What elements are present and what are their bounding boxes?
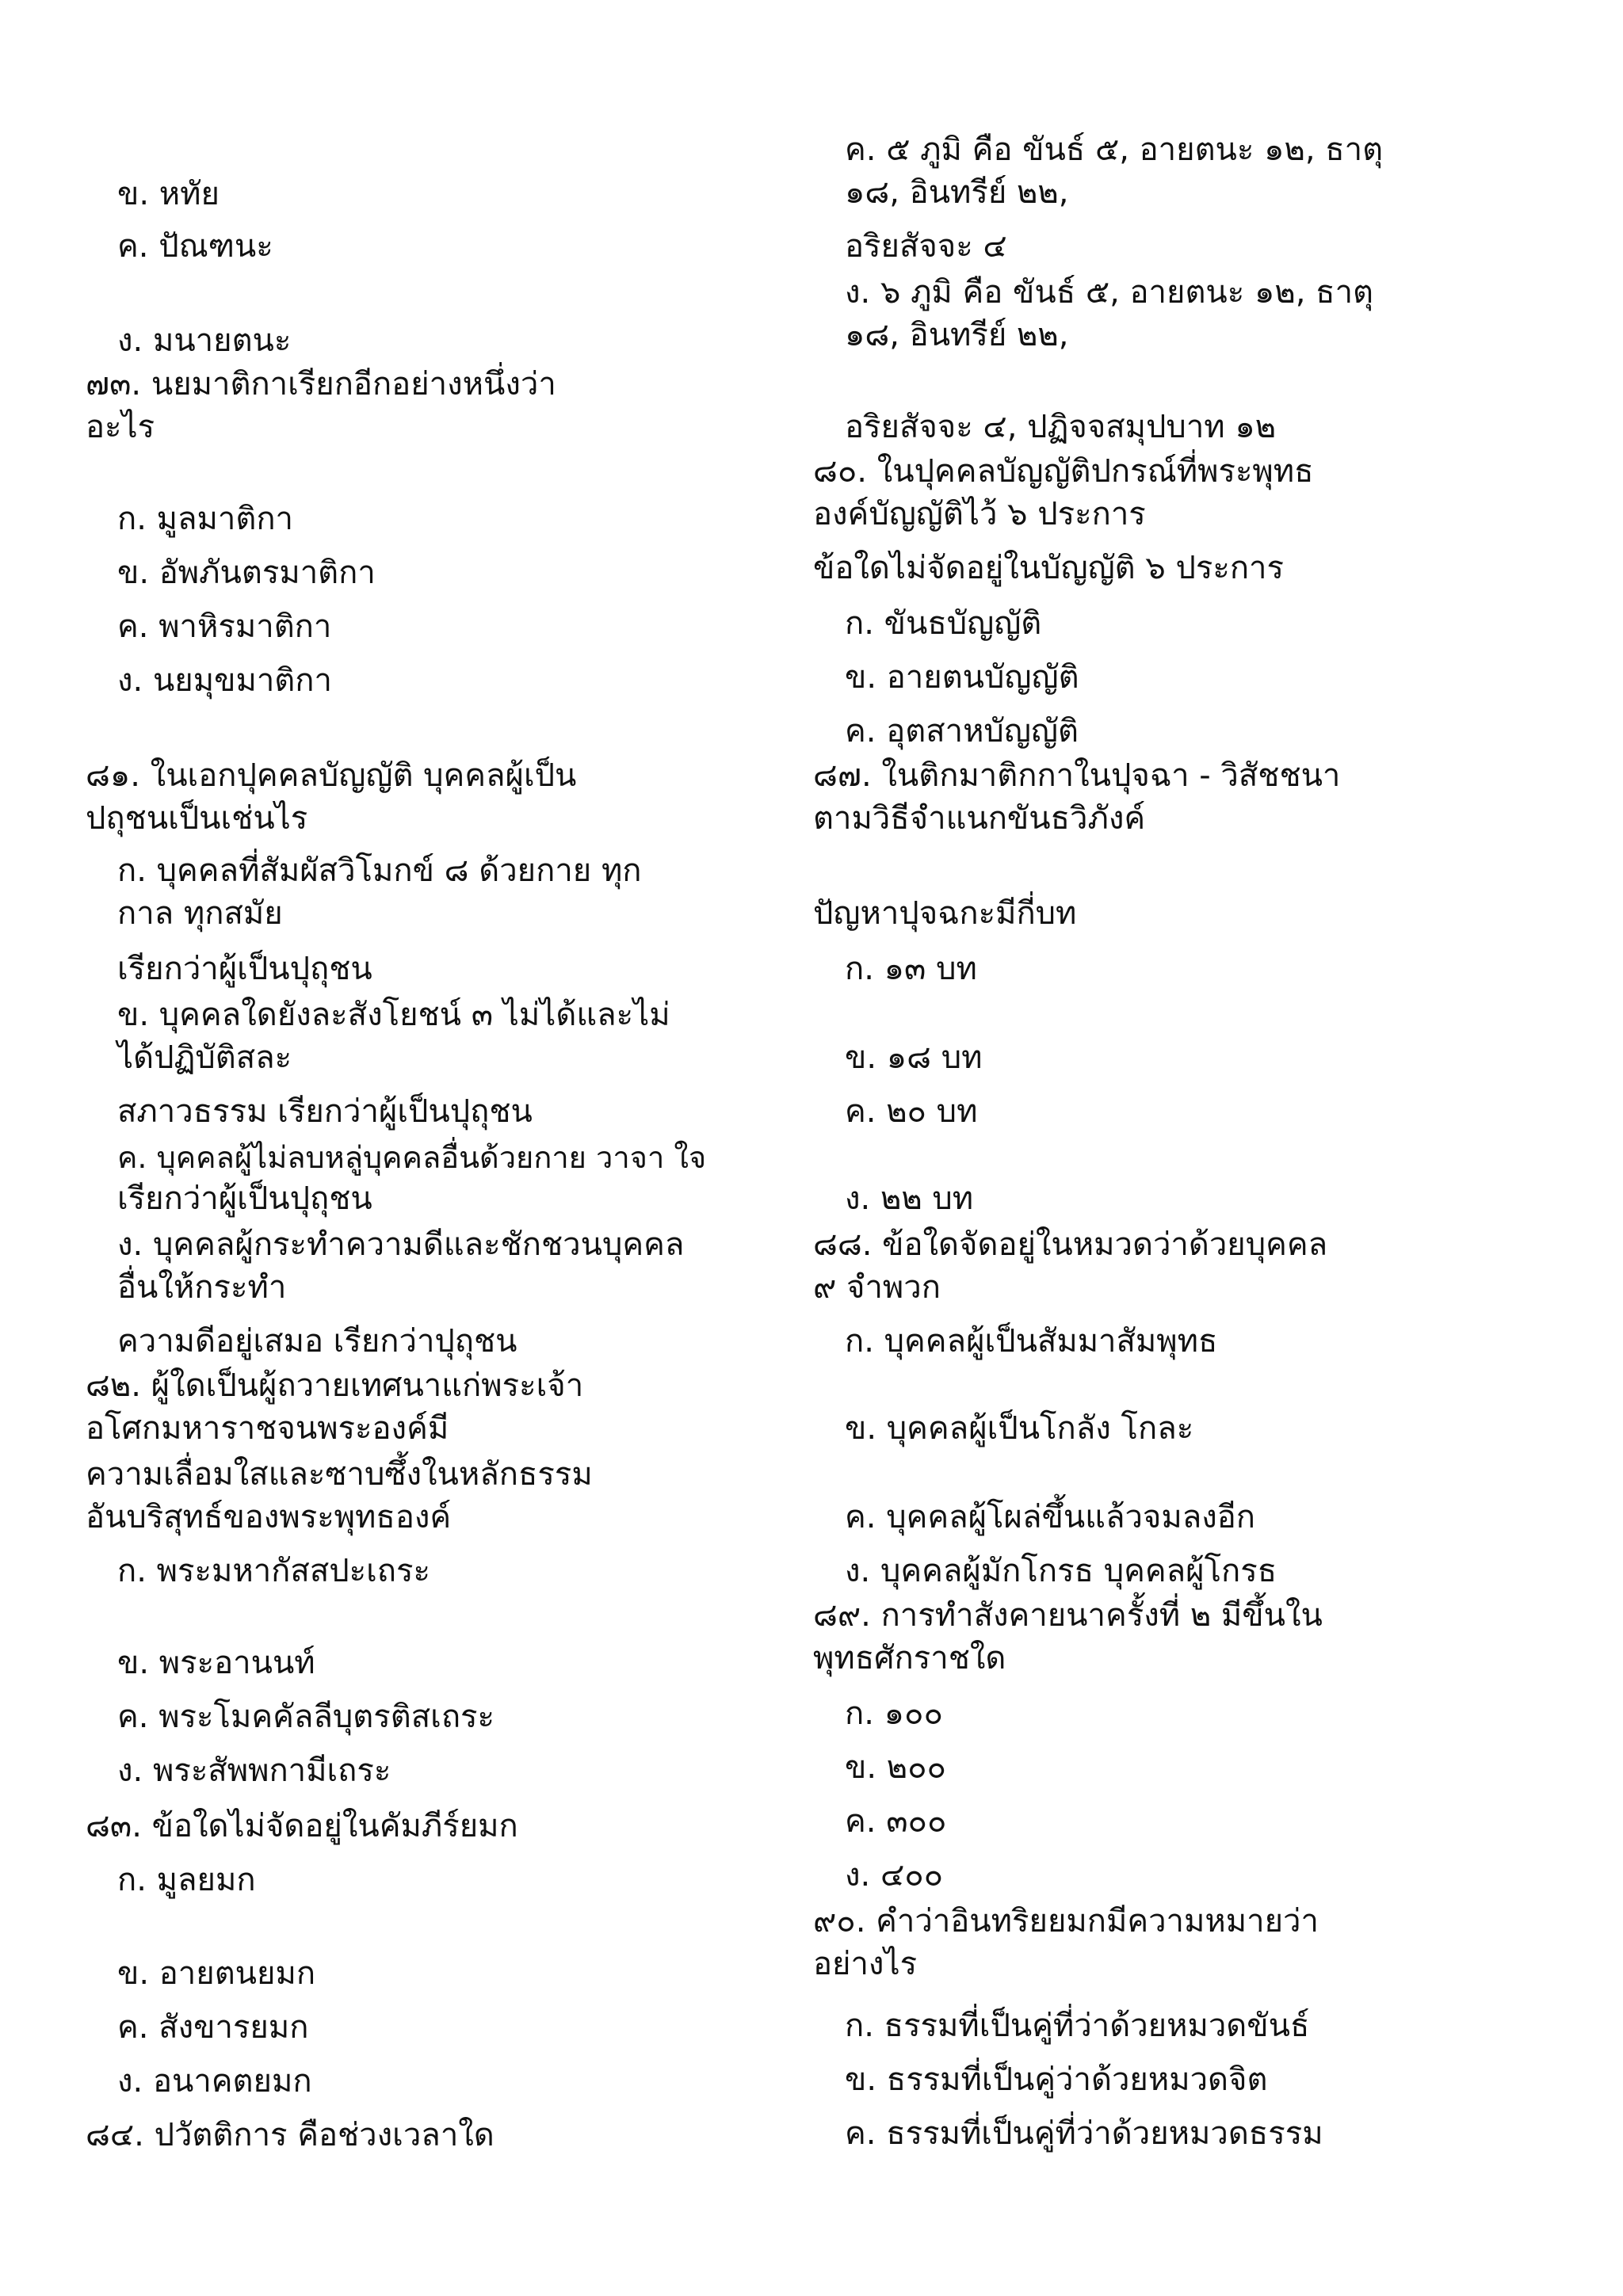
choice-line: ก. ๑๐๐	[845, 1695, 943, 1732]
choice-line: ข. บุคคลใดยังละสังโยชน์ ๓ ไม่ได้และไม่	[117, 997, 670, 1033]
choice-line: อริยสัจจะ ๔	[845, 228, 1007, 265]
choice-line: ก. มูลมาติกา	[117, 501, 294, 537]
choice-line: ง. ๒๒ บท	[845, 1180, 974, 1217]
question-line: ๙๐. คำว่าอินทริยยมกมีความหมายว่า	[813, 1903, 1319, 1939]
choice-line: ค. บุคคลผู้ไม่ลบหลู่บุคคลอื่นด้วยกาย วาจา ใจ	[117, 1140, 707, 1175]
choice-line: เรียกว่าผู้เป็นปุถุชน	[117, 1180, 372, 1217]
choice-line: ง. มนายตนะ	[117, 322, 292, 359]
left-column	[86, 0, 799, 2296]
choice-line: ง. ๖ ภูมิ คือ ขันธ์ ๕, อายตนะ ๑๒, ธาตุ	[845, 274, 1374, 311]
question-line: ๗๓. นยมาติกาเรียกอีกอย่างหนึ่งว่า	[86, 366, 556, 402]
question-line: ๘๑. ในเอกปุคคลบัญญัติ บุคคลผู้เป็น	[86, 757, 577, 794]
choice-line: ก. ขันธบัญญัติ	[845, 605, 1042, 642]
question-line: ปถุชนเป็นเช่นไร	[86, 800, 308, 837]
question-line: ๘๘. ข้อใดจัดอยู่ในหมวดว่าด้วยบุคคล	[813, 1226, 1328, 1263]
choice-line: อริยสัจจะ ๔, ปฏิจจสมุปบาท ๑๒	[845, 409, 1277, 445]
choice-line: เรียกว่าผู้เป็นปุถุชน	[117, 951, 372, 987]
choice-line: ข. บุคคลผู้เป็นโกลัง โกละ	[845, 1410, 1194, 1447]
question-line: พุทธศักราชใด	[813, 1640, 1006, 1676]
question-line: ๘๐. ในปุคคลบัญญัติปกรณ์ที่พระพุทธ	[813, 453, 1314, 490]
choice-line: ๑๘, อินทรีย์ ๒๒,	[845, 317, 1069, 353]
choice-line: ก. มูลยมก	[117, 1862, 256, 1898]
choice-line: ก. บุคคลที่สัมผัสวิโมกข์ ๘ ด้วยกาย ทุก	[117, 852, 642, 889]
question-line: อะไร	[86, 409, 155, 445]
choice-line: ค. พระโมคคัลลีบุตรติสเถระ	[117, 1699, 495, 1735]
question-line: อันบริสุทธ์ของพระพุทธองค์	[86, 1499, 452, 1535]
choice-line: ค. ๓๐๐	[845, 1803, 947, 1840]
choice-line: ค. ปัณฑนะ	[117, 228, 273, 265]
right-column	[813, 0, 1606, 2296]
choice-line: ข. อายตนยมก	[117, 1955, 316, 1992]
question-line: อโศกมหาราชจนพระองค์มี	[86, 1410, 449, 1447]
choice-line: ก. ๑๓ บท	[845, 951, 977, 987]
question-line: ๙ จำพวก	[813, 1269, 941, 1306]
choice-line: ข. ๒๐๐	[845, 1749, 946, 1786]
choice-line: ข. ธรรมที่เป็นคู่ว่าด้วยหมวดจิต	[845, 2061, 1268, 2098]
choice-line: ง. บุคคลผู้กระทำความดีและชักชวนบุคคล	[117, 1226, 685, 1263]
question-line: ๘๗. ในติกมาติกกาในปุจฉา - วิสัชชนา	[813, 757, 1341, 794]
choice-line: ค. พาหิรมาติกา	[117, 608, 332, 645]
choice-line: ง. ๔๐๐	[845, 1857, 944, 1894]
question-line: ข้อใดไม่จัดอยู่ในบัญญัติ ๖ ประการ	[813, 550, 1284, 586]
question-line: ๘๔. ปวัตติการ คือช่วงเวลาใด	[86, 2117, 495, 2153]
choice-line: กาล ทุกสมัย	[117, 895, 283, 932]
question-line: ๘๓. ข้อใดไม่จัดอยู่ในคัมภีร์ยมก	[86, 1808, 518, 1844]
question-line: ๘๒. ผู้ใดเป็นผู้ถวายเทศนาแก่พระเจ้า	[86, 1367, 584, 1404]
question-line: ๘๙. การทำสังคายนาครั้งที่ ๒ มีขึ้นใน	[813, 1597, 1323, 1634]
choice-line: ความดีอยู่เสมอ เรียกว่าปุถุชน	[117, 1323, 517, 1360]
choice-line: ได้ปฏิบัติสละ	[117, 1039, 292, 1076]
choice-line: ข. ๑๘ บท	[845, 1039, 983, 1076]
choice-line: สภาวธรรม เรียกว่าผู้เป็นปุถุชน	[117, 1093, 533, 1130]
question-line: อย่างไร	[813, 1946, 918, 1982]
choice-line: อื่นให้กระทำ	[117, 1269, 287, 1306]
choice-line: ข. อัพภันตรมาติกา	[117, 555, 376, 591]
choice-line: ค. ๒๐ บท	[845, 1093, 978, 1130]
choice-line: ง. พระสัพพกามีเถระ	[117, 1753, 391, 1789]
choice-line: ค. อุตสาหบัญญัติ	[845, 713, 1079, 749]
choice-line: ข. หทัย	[117, 176, 220, 212]
choice-line: ง. นยมุขมาติกา	[117, 662, 332, 699]
choice-line: ข. พระอานนท์	[117, 1645, 315, 1681]
question-line: ความเลื่อมใสและซาบซึ้งในหลักธรรม	[86, 1456, 593, 1493]
choice-line: ง. บุคคลผู้มักโกรธ บุคคลผู้โกรธ	[845, 1553, 1277, 1589]
choice-line: ก. ธรรมที่เป็นคู่ที่ว่าด้วยหมวดขันธ์	[845, 2008, 1310, 2044]
question-line: องค์บัญญัติไว้ ๖ ประการ	[813, 496, 1146, 532]
choice-line: ค. สังขารยมก	[117, 2009, 309, 2046]
choice-line: ง. อนาคตยมก	[117, 2063, 312, 2100]
choice-line: ค. บุคคลผู้โผล่ขึ้นแล้วจมลงอีก	[845, 1499, 1256, 1535]
question-line: ตามวิธีจำแนกขันธวิภังค์	[813, 800, 1146, 837]
choice-line: ก. พระมหากัสสปะเถระ	[117, 1553, 430, 1589]
choice-line: ๑๘, อินทรีย์ ๒๒,	[845, 174, 1069, 211]
choice-line: ก. บุคคลผู้เป็นสัมมาสัมพุทธ	[845, 1323, 1218, 1360]
choice-line: ข. อายตนบัญญัติ	[845, 659, 1079, 696]
question-line: ปัญหาปุจฉกะมีกี่บท	[813, 895, 1077, 932]
choice-line: ค. ๕ ภูมิ คือ ขันธ์ ๕, อายตนะ ๑๒, ธาตุ	[845, 132, 1384, 168]
choice-line: ค. ธรรมที่เป็นคู่ที่ว่าด้วยหมวดธรรม	[845, 2115, 1323, 2152]
